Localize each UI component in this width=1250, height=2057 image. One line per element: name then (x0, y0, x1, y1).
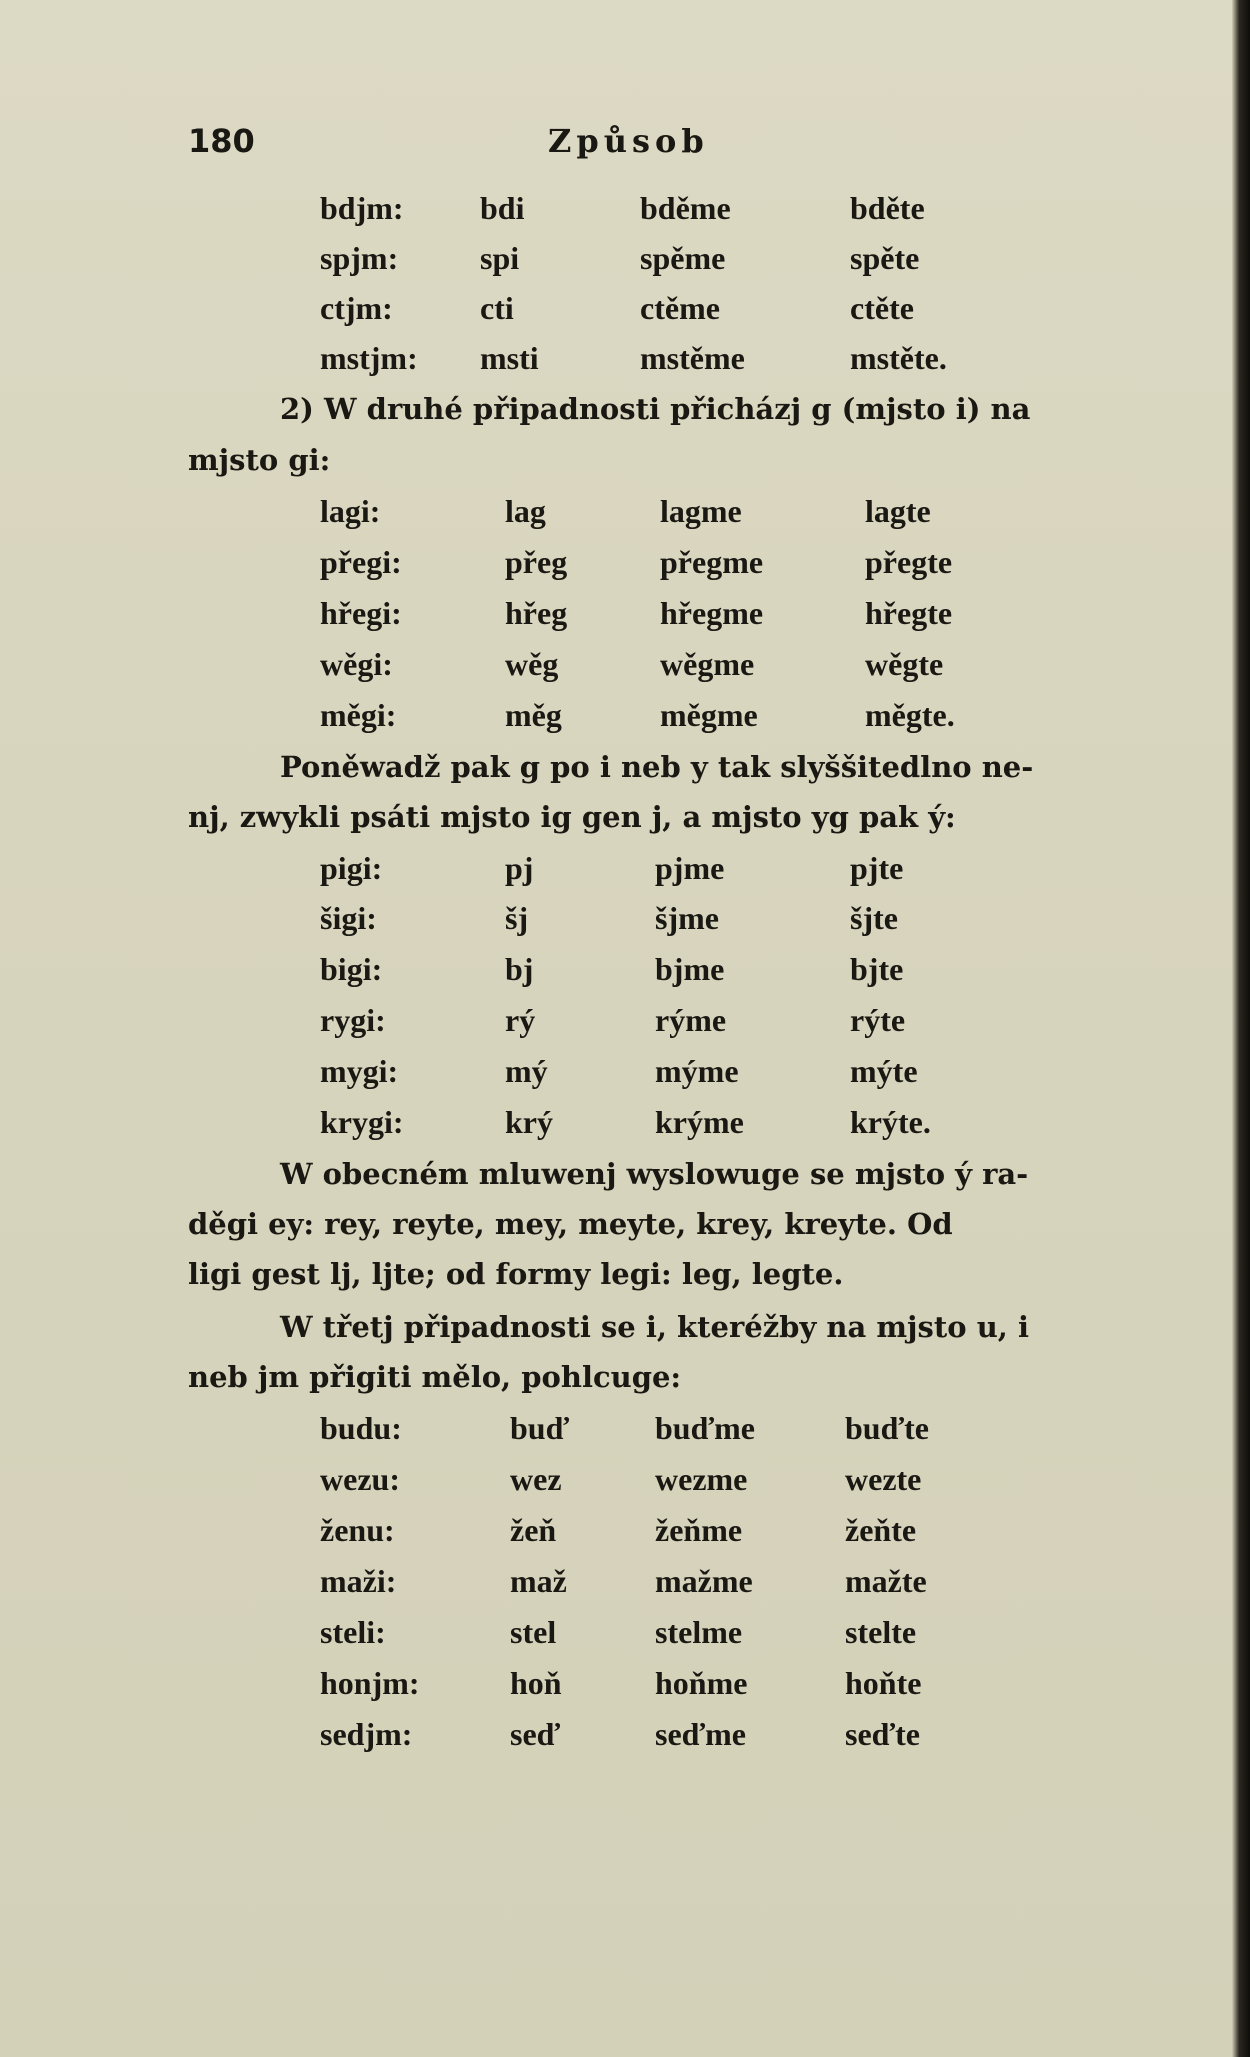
cell: honjm: (320, 1665, 420, 1701)
cell: rý (505, 1002, 536, 1038)
cell: hoňte (845, 1665, 922, 1701)
cell: seďme (655, 1716, 746, 1752)
cell: krýme (655, 1104, 744, 1140)
cell: mstěme (640, 340, 745, 376)
paragraph-line: W třetj připadnosti se i, kteréžby na mjsto u, i (280, 1310, 1030, 1344)
conjugation-row (0, 340, 1232, 390)
cell: seď (510, 1716, 561, 1752)
cell: stelte (845, 1614, 917, 1650)
cell: lagi: (320, 493, 381, 529)
cell: pjte (850, 850, 904, 886)
cell: hřegi: (320, 595, 402, 631)
cell: žeňme (655, 1512, 743, 1548)
cell: žeň (510, 1512, 557, 1548)
cell: lagme (660, 493, 742, 529)
conjugation-row (0, 1104, 1232, 1154)
cell: mýme (655, 1053, 739, 1089)
cell: mstěte. (850, 340, 947, 376)
cell: wezu: (320, 1461, 400, 1497)
cell: mstjm: (320, 340, 418, 376)
cell: buď (510, 1410, 570, 1446)
cell: ctěte (850, 290, 914, 326)
conjugation-row (0, 1410, 1232, 1460)
cell: mý (505, 1053, 548, 1089)
paragraph-line: 2) W druhé připadnosti přicházj g (mjsto i) na (280, 392, 1031, 426)
cell: mažte (845, 1563, 927, 1599)
page-edge-shadow (1232, 0, 1250, 2057)
cell: přegte (865, 544, 953, 580)
cell: sedjm: (320, 1716, 413, 1752)
conjugation-row (0, 544, 1232, 594)
cell: měgi: (320, 697, 397, 733)
cell: bděte (850, 190, 925, 226)
cell: lag (505, 493, 546, 529)
cell: mýte (850, 1053, 918, 1089)
cell: hřegme (660, 595, 764, 631)
cell: spi (480, 240, 520, 276)
paragraph-line: Poněwadž pak g po i neb y tak slyššitedlno ne- (280, 750, 1034, 784)
conjugation-row (0, 900, 1232, 950)
cell: pjme (655, 850, 725, 886)
conjugation-row (0, 951, 1232, 1001)
cell: rýme (655, 1002, 727, 1038)
cell: spjm: (320, 240, 399, 276)
conjugation-row (0, 1053, 1232, 1103)
cell: rygi: (320, 1002, 386, 1038)
paragraph-line: mjsto gi: (188, 443, 331, 477)
cell: krýte. (850, 1104, 931, 1140)
cell: šigi: (320, 900, 377, 936)
paragraph-line: ligi gest lj, ljte; od formy legi: leg, legte. (188, 1257, 844, 1291)
conjugation-row (0, 240, 1232, 290)
cell: ctjm: (320, 290, 393, 326)
paragraph-line: nj, zwykli psáti mjsto ig gen j, a mjsto yg pak ý: (188, 800, 956, 834)
cell: buďme (655, 1410, 755, 1446)
cell: ctěme (640, 290, 720, 326)
cell: bigi: (320, 951, 383, 987)
cell: krý (505, 1104, 553, 1140)
cell: wezme (655, 1461, 748, 1497)
cell: bjte (850, 951, 904, 987)
conjugation-row (0, 1512, 1232, 1562)
cell: hoňme (655, 1665, 748, 1701)
cell: šj (505, 900, 529, 936)
conjugation-row (0, 646, 1232, 696)
cell: pj (505, 850, 534, 886)
cell: wez (510, 1461, 562, 1497)
conjugation-row (0, 1461, 1232, 1511)
cell: měg (505, 697, 562, 733)
conjugation-row (0, 1563, 1232, 1613)
cell: maži: (320, 1563, 397, 1599)
cell: bj (505, 951, 534, 987)
conjugation-row (0, 1614, 1232, 1664)
conjugation-row (0, 493, 1232, 543)
cell: bdjm: (320, 190, 404, 226)
cell: stelme (655, 1614, 743, 1650)
running-head: Způsob (548, 122, 709, 160)
page-header (188, 122, 1088, 162)
conjugation-row (0, 595, 1232, 645)
cell: buďte (845, 1410, 929, 1446)
cell: přeg (505, 544, 568, 580)
cell: hoň (510, 1665, 562, 1701)
cell: maž (510, 1563, 567, 1599)
cell: měgme (660, 697, 758, 733)
cell: lagte (865, 493, 931, 529)
cell: rýte (850, 1002, 906, 1038)
conjugation-row (0, 850, 1232, 900)
cell: šjme (655, 900, 719, 936)
cell: wěgte (865, 646, 944, 682)
cell: přegi: (320, 544, 402, 580)
cell: stel (510, 1614, 557, 1650)
cell: pigi: (320, 850, 383, 886)
cell: bdi (480, 190, 525, 226)
page-number: 180 (188, 122, 255, 160)
cell: wěgi: (320, 646, 393, 682)
cell: šjte (850, 900, 898, 936)
cell: hřegte (865, 595, 953, 631)
cell: wezte (845, 1461, 922, 1497)
conjugation-row (0, 190, 1232, 240)
cell: hřeg (505, 595, 568, 631)
paragraph-line: děgi ey: rey, reyte, mey, meyte, krey, kreyte. Od (188, 1207, 953, 1241)
cell: měgte. (865, 697, 955, 733)
cell: bjme (655, 951, 725, 987)
cell: ženu: (320, 1512, 395, 1548)
cell: žeňte (845, 1512, 917, 1548)
cell: přegme (660, 544, 764, 580)
cell: budu: (320, 1410, 402, 1446)
conjugation-row (0, 290, 1232, 340)
conjugation-row (0, 697, 1232, 747)
cell: spěte (850, 240, 920, 276)
conjugation-row (0, 1716, 1232, 1766)
cell: mažme (655, 1563, 753, 1599)
conjugation-row (0, 1665, 1232, 1715)
cell: msti (480, 340, 539, 376)
cell: krygi: (320, 1104, 404, 1140)
cell: steli: (320, 1614, 386, 1650)
paragraph-line: W obecném mluwenj wyslowuge se mjsto ý ra- (280, 1157, 1029, 1191)
conjugation-row (0, 1002, 1232, 1052)
cell: bděme (640, 190, 731, 226)
cell: spěme (640, 240, 726, 276)
cell: mygi: (320, 1053, 399, 1089)
cell: wěgme (660, 646, 755, 682)
cell: wěg (505, 646, 559, 682)
cell: seďte (845, 1716, 920, 1752)
paragraph-line: neb jm přigiti mělo, pohlcuge: (188, 1360, 682, 1394)
cell: cti (480, 290, 514, 326)
